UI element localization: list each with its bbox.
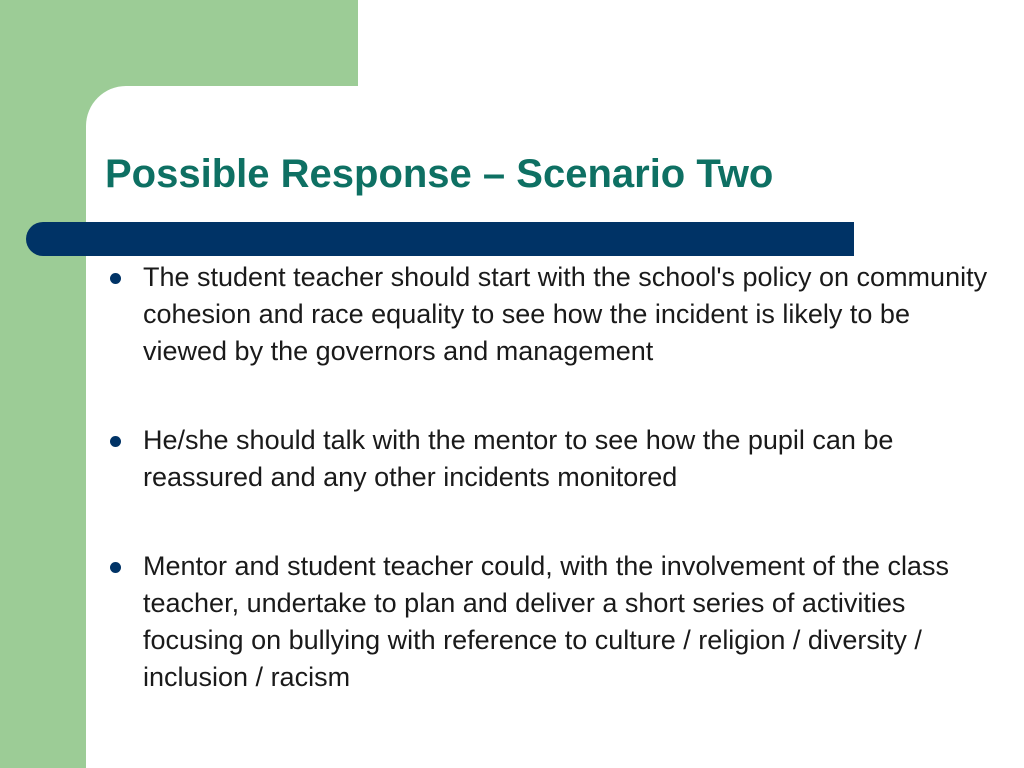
bullet-text: The student teacher should start with the school's policy on community cohesion and race equality to see how the incident is likely to be viewed by the governors and management	[143, 262, 988, 366]
bullet-text: Mentor and student teacher could, with the involvement of the class teacher, undertake to plan and deliver a short series of activities focusing on bullying with reference to culture / religion / diversity / inclusion / racism	[143, 551, 949, 692]
slide-title: Possible Response – Scenario Two	[105, 152, 774, 196]
title-underline-bar	[26, 222, 854, 256]
bullet-list	[105, 259, 995, 748]
bullet-dot-icon	[110, 436, 121, 447]
bullet-dot-icon	[110, 273, 121, 284]
bullet-item	[105, 422, 995, 496]
bullet-item	[105, 259, 995, 370]
bullet-item	[105, 548, 995, 696]
bullet-text: He/she should talk with the mentor to see how the pupil can be reassured and any other incidents monitored	[143, 425, 894, 492]
bullet-dot-icon	[110, 562, 121, 573]
